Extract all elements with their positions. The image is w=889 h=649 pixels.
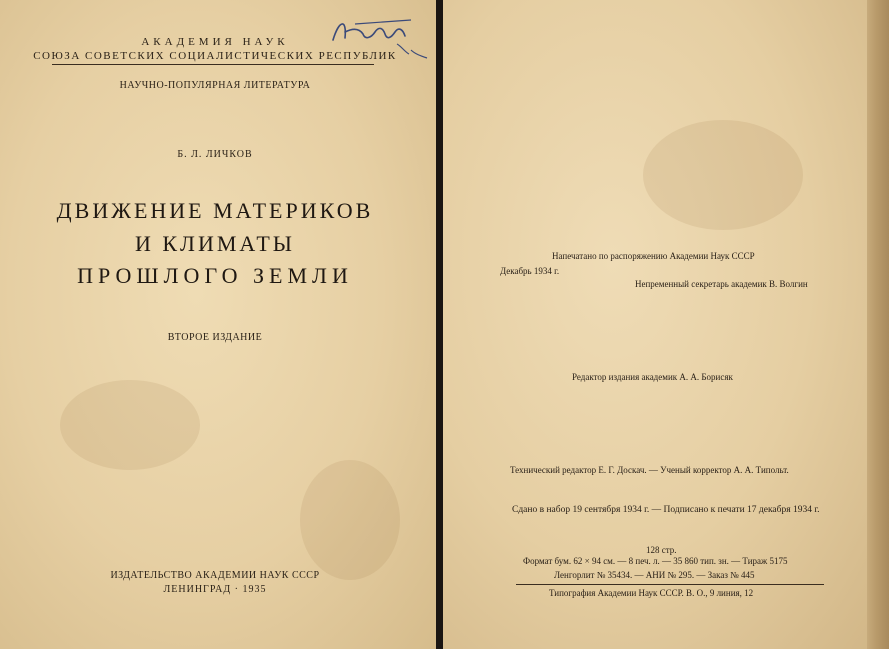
technical-editor-line: Технический редактор Е. Г. Доскач. — Ученый корректор А. А. Типольт.: [510, 465, 789, 475]
typeset-dates-line: Сдано в набор 19 сентября 1934 г. — Подписано к печати 17 декабря 1934 г.: [512, 505, 820, 515]
page-count: 128 стр.: [646, 545, 677, 555]
book-title-line-1: ДВИЖЕНИЕ МАТЕРИКОВ: [56, 198, 374, 223]
author-name: Б. Л. ЛИЧКОВ: [177, 149, 253, 160]
authorization-date: Декабрь 1934 г.: [500, 266, 560, 276]
union-heading: СОЮЗА СОВЕТСКИХ СОЦИАЛИСТИЧЕСКИХ РЕСПУБЛИК: [33, 50, 397, 62]
print-format-line: Формат бум. 62 × 94 см. — 8 печ. л. — 35 860 тип. зн. — Тираж 5175: [523, 556, 788, 566]
edition-label: ВТОРОЕ ИЗДАНИЕ: [167, 332, 263, 343]
handwritten-signature: [325, 10, 435, 65]
city-year: ЛЕНИНГРАД · 1935: [163, 584, 267, 595]
imprint-rule: [516, 584, 824, 585]
academy-heading: АКАДЕМИЯ НАУК: [141, 36, 289, 48]
typography-address: Типография Академии Наук СССР. В. О., 9 линия, 12: [549, 588, 754, 598]
paper-stain: [60, 380, 200, 470]
publisher-name: ИЗДАТЕЛЬСТВО АКАДЕМИИ НАУК СССР: [110, 570, 320, 581]
page-edge: [867, 0, 889, 649]
series-label: НАУЧНО-ПОПУЛЯРНАЯ ЛИТЕРАТУРА: [119, 80, 311, 91]
title-page: [0, 0, 436, 649]
paper-stain: [643, 120, 803, 230]
secretary-signature-line: Непременный секретарь академик В. Волгин: [635, 279, 808, 289]
book-title-line-3: ПРОШЛОГО ЗЕМЛИ: [77, 263, 353, 288]
book-gutter: [436, 0, 443, 649]
book-title-line-2: И КЛИМАТЫ: [134, 231, 295, 256]
printing-authorization: Напечатано по распоряжению Академии Наук СССР: [552, 251, 755, 261]
paper-stain: [300, 460, 400, 580]
censorship-order-line: Ленгорлит № 35434. — АНИ № 295. — Заказ № 445: [554, 570, 755, 580]
editor-line: Редактор издания академик А. А. Борисяк: [572, 372, 733, 382]
